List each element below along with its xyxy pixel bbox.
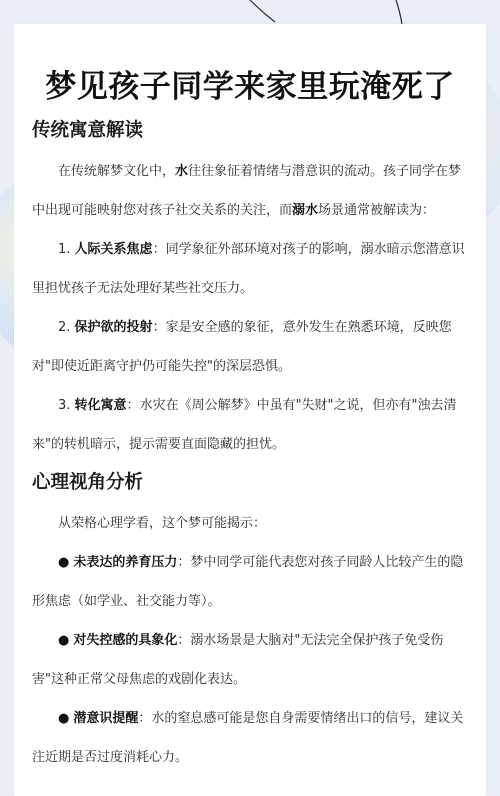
- section-body-psychology: [32, 504, 468, 777]
- list-item: [32, 386, 468, 464]
- list-item: [32, 308, 468, 386]
- section-body-traditional: [32, 152, 468, 464]
- intro-keyword-water: 水: [175, 164, 189, 179]
- list-item: [32, 621, 468, 699]
- intro-text: 场景通常被解读为：: [318, 203, 436, 218]
- article-card: [14, 24, 486, 796]
- list-item-text: ：水的窒息感可能是您自身需要情绪出口的信号，建议关注近期是否过度消耗心力。: [32, 711, 464, 765]
- section-title-traditional: 传统寓意解读: [32, 120, 144, 141]
- list-item-label: 保护欲的投射: [74, 320, 153, 335]
- list-item-number: 1.: [58, 242, 71, 257]
- list-item: [32, 230, 468, 308]
- page-title: 梦见孩子同学来家里玩淹死了: [45, 68, 455, 105]
- intro-text: 往往象征着情绪与潜意识的流动。孩子同学在梦中出现可能映射您对孩子社交关系的关注，而: [32, 164, 462, 218]
- section-intro-traditional: [32, 152, 468, 230]
- list-item-number: 2.: [58, 320, 71, 335]
- list-item: [32, 543, 468, 621]
- list-item-label: 对失控感的具象化: [73, 633, 178, 648]
- list-item-number: 3.: [58, 398, 71, 413]
- article-content: [32, 112, 468, 777]
- intro-keyword-drowning: 溺水: [292, 203, 319, 218]
- intro-text: 在传统解梦文化中，: [58, 164, 176, 179]
- list-item-label: 潜意识提醒: [73, 711, 139, 726]
- list-item-label: 转化寓意: [74, 398, 127, 413]
- list-item-text: ：梦中同学可能代表您对孩子同龄人比较产生的隐形焦虑（如学业、社交能力等）。: [32, 555, 464, 609]
- list-item-text: ：家是安全感的象征，意外发生在熟悉环境，反映您对"即使近距离守护仍可能失控"的深层恐惧。: [32, 320, 452, 374]
- list-item: [32, 699, 468, 777]
- list-item-label: 人际关系焦虑: [74, 242, 153, 257]
- section-intro-psychology: 从荣格心理学看，这个梦可能揭示：: [58, 516, 267, 531]
- bullet-icon: ●: [58, 711, 70, 726]
- list-item-text: ：溺水场景是大脑对"无法完全保护孩子免受伤害"这种正常父母焦虑的戏剧化表达。: [32, 633, 444, 687]
- section-title-psychology: 心理视角分析: [32, 472, 144, 493]
- list-item-label: 未表达的养育压力: [73, 555, 178, 570]
- list-item-text: ：水灾在《周公解梦》中虽有"失财"之说，但亦有"浊去清来"的转机暗示，提示需要直面隐藏的担忧。: [32, 398, 457, 452]
- list-item-text: ：同学象征外部环境对孩子的影响，溺水暗示您潜意识里担忧孩子无法处理好某些社交压力。: [32, 242, 465, 296]
- bullet-icon: ●: [58, 633, 70, 648]
- bullet-icon: ●: [58, 555, 70, 570]
